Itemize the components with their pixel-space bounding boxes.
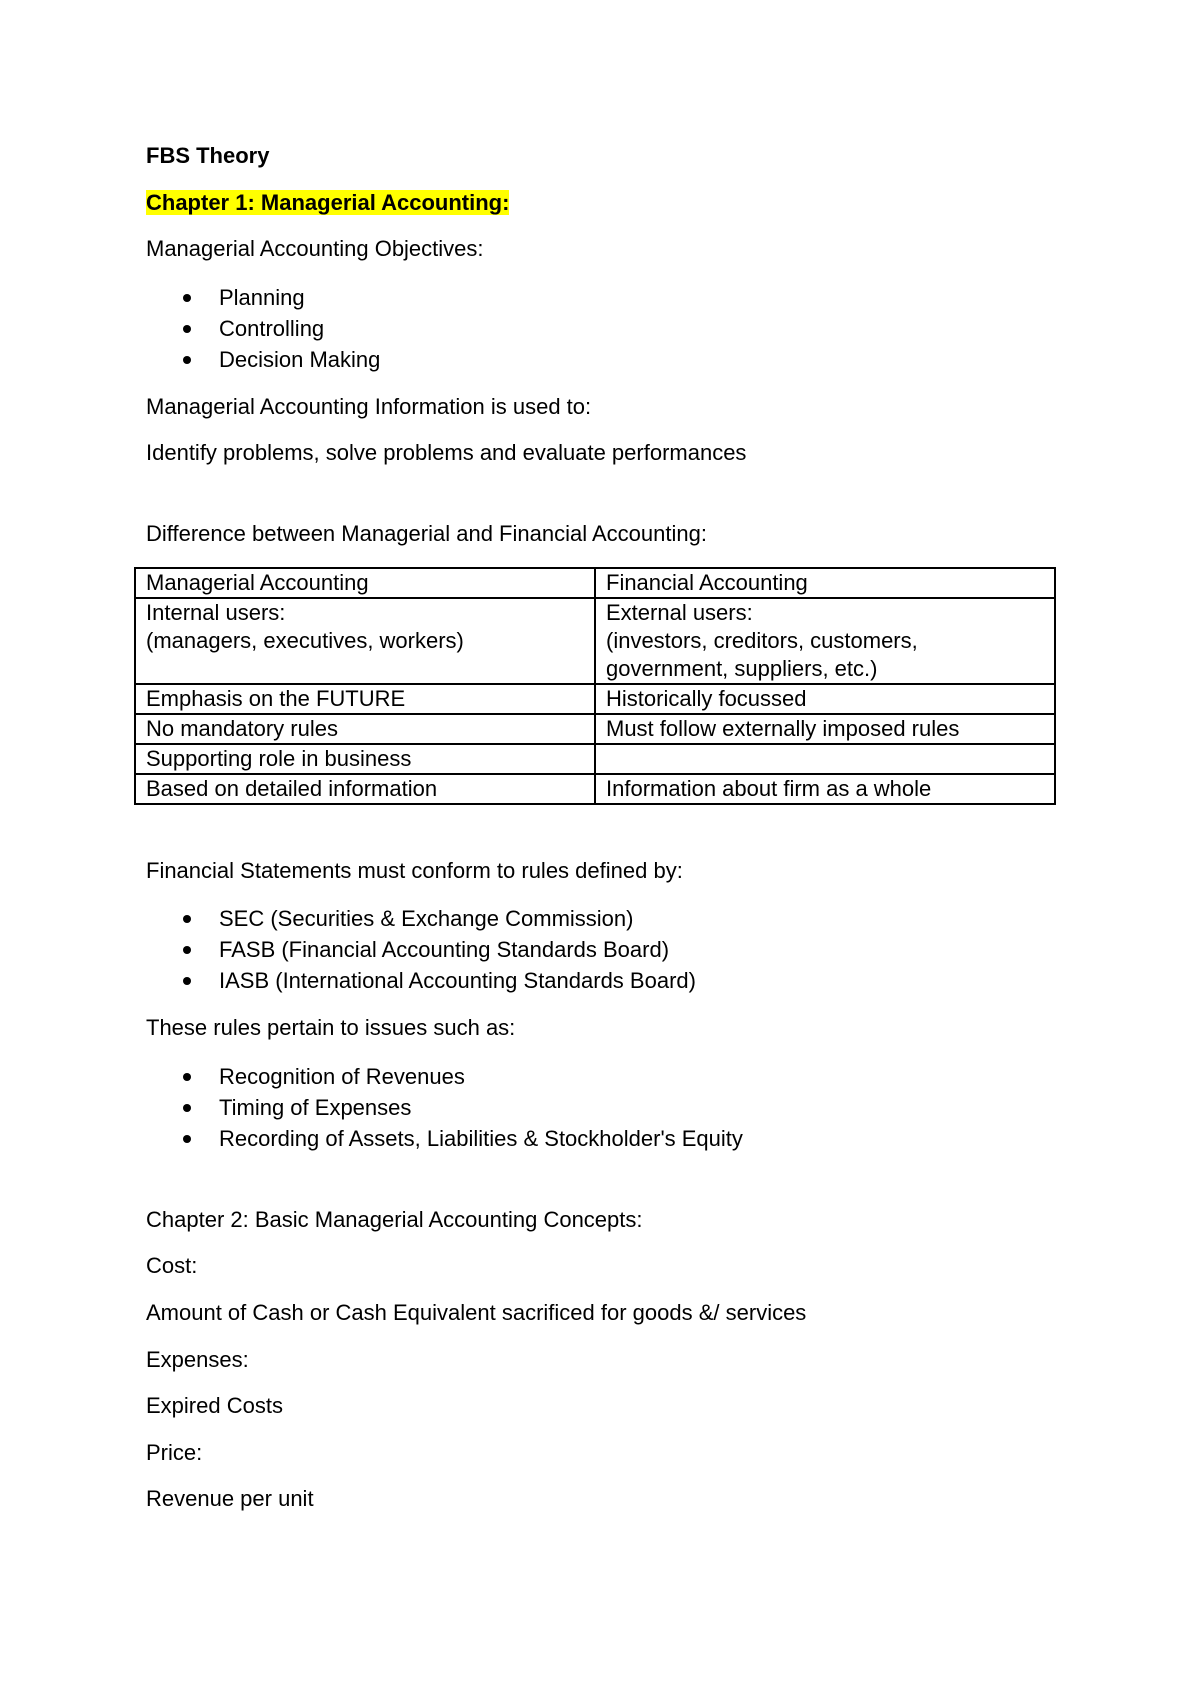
document-title: FBS Theory: [146, 143, 270, 168]
cell-text: Internal users:: [146, 599, 286, 625]
table-cell: [135, 568, 595, 598]
rules-intro: Financial Statements must conform to rules defined by:: [146, 857, 683, 883]
list-item: Timing of Expenses: [219, 1092, 1066, 1123]
comparison-table: [134, 567, 1056, 805]
issues-intro: These rules pertain to issues such as:: [146, 1015, 516, 1041]
info-text: Identify problems, solve problems and evaluate performances: [146, 440, 747, 466]
cell-text: Managerial Accounting: [146, 569, 369, 595]
table-cell: [595, 684, 1055, 714]
cell-text: Financial Accounting: [606, 569, 808, 595]
list-item: SEC (Securities & Exchange Commission): [219, 903, 1066, 934]
table-cell: [595, 568, 1055, 598]
expenses-definition: Expired Costs: [146, 1393, 283, 1419]
list-item: Recognition of Revenues: [219, 1061, 1066, 1092]
cost-label: Cost:: [146, 1253, 198, 1279]
list-item: IASB (International Accounting Standards Board): [219, 965, 1066, 996]
table-row: [135, 598, 1055, 684]
table-row: [135, 744, 1055, 774]
table-cell: [595, 744, 1055, 774]
table-cell: [135, 714, 595, 744]
list-item: Planning: [219, 282, 1066, 313]
table-row: [135, 684, 1055, 714]
cell-text: government, suppliers, etc.): [606, 655, 878, 681]
objectives-intro: Managerial Accounting Objectives:: [146, 236, 484, 262]
objectives-list: [146, 282, 1066, 375]
chapter-1-heading-highlight: Chapter 1: Managerial Accounting:: [146, 189, 510, 215]
cell-text: (managers, executives, workers): [146, 627, 464, 653]
chapter-2-heading: Chapter 2: Basic Managerial Accounting Concepts:: [146, 1206, 643, 1232]
chapter-1-heading: [146, 189, 1066, 218]
cell-text: Historically focussed: [606, 685, 807, 711]
list-item: Recording of Assets, Liabilities & Stockholder's Equity: [219, 1123, 1066, 1154]
table-row: [135, 774, 1055, 804]
table-row: [135, 714, 1055, 744]
cell-text: Emphasis on the FUTURE: [146, 685, 406, 711]
cell-text: Supporting role in business: [146, 745, 412, 771]
table-cell: [595, 598, 1055, 684]
table-cell: [595, 714, 1055, 744]
cell-text: Based on detailed information: [146, 775, 438, 801]
table-cell: [135, 684, 595, 714]
info-intro: Managerial Accounting Information is used to:: [146, 393, 592, 419]
spacer: [146, 486, 1066, 520]
expenses-label: Expenses:: [146, 1346, 249, 1372]
cell-text: [606, 745, 1044, 773]
list-item: Decision Making: [219, 344, 1066, 375]
table-cell: [135, 744, 595, 774]
table-cell: [595, 774, 1055, 804]
cell-text: Information about firm as a whole: [606, 775, 932, 801]
document-body: [146, 142, 1066, 1532]
list-item: FASB (Financial Accounting Standards Board): [219, 934, 1066, 965]
cell-text: External users:: [606, 599, 753, 625]
cell-text: (investors, creditors, customers,: [606, 627, 918, 653]
table-cell: [135, 774, 595, 804]
cost-definition: Amount of Cash or Cash Equivalent sacrificed for goods &/ services: [146, 1299, 807, 1325]
cell-text: No mandatory rules: [146, 715, 338, 741]
cell-text: Must follow externally imposed rules: [606, 715, 960, 741]
difference-intro: Difference between Managerial and Financial Accounting:: [146, 520, 707, 546]
table-cell: [135, 598, 595, 684]
list-item: Controlling: [219, 313, 1066, 344]
price-label: Price:: [146, 1439, 203, 1465]
rule-bodies-list: [146, 903, 1066, 996]
spacer: [146, 1172, 1066, 1206]
issues-list: [146, 1061, 1066, 1154]
table-row: [135, 568, 1055, 598]
price-definition: Revenue per unit: [146, 1486, 314, 1512]
